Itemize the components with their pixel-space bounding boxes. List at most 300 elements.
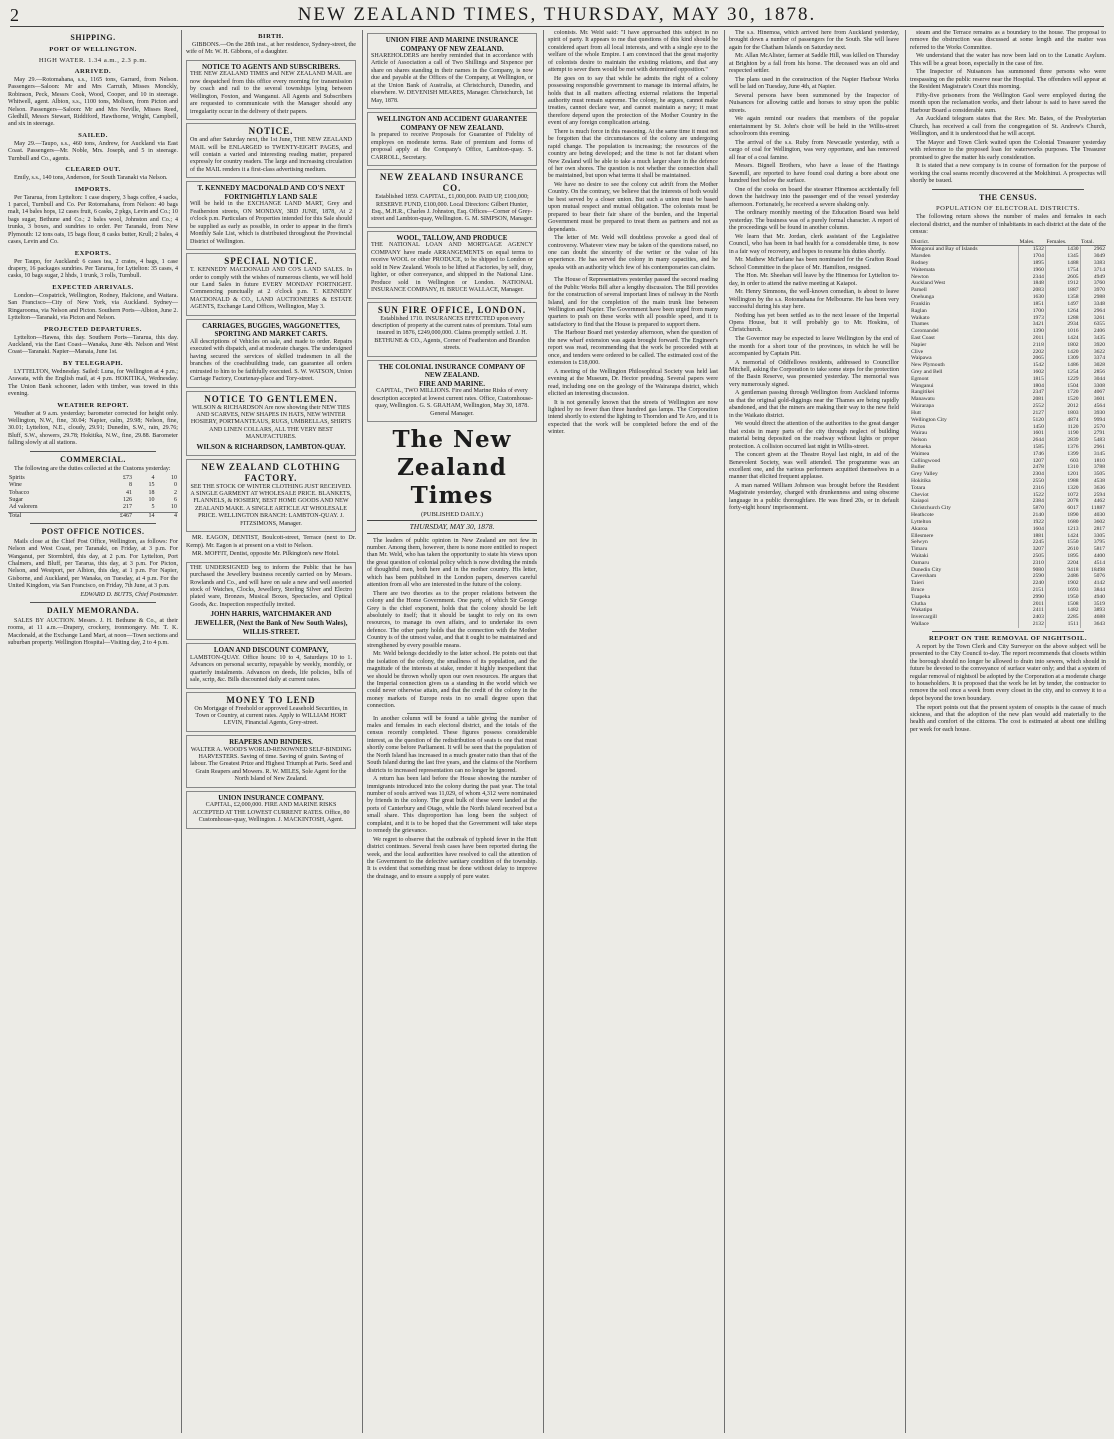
census-row	[910, 321, 1106, 328]
commercial-text: The following are the duties collected at the Customs yesterday:	[14, 466, 171, 473]
census-row	[910, 376, 1106, 383]
census-value: 1424	[1045, 335, 1080, 342]
census-value: 3519	[1080, 601, 1106, 608]
census-district: Waitemata	[911, 266, 935, 273]
census-row	[910, 410, 1106, 417]
census-value: 3602	[1080, 519, 1106, 526]
sailed-text: May 29.—Taupo, s.s., 460 tons, Andrew, for Auckland via East Coast. Passengers—Mr. Noble, Mrs. Joseph, and 5 in steerage. Turnbull and Co., agents.	[8, 140, 178, 162]
news-paragraph: Mr. Allan McAlister, farmer at Saddle Hill, was killed on Thursday at Brighton by a fall from his horse. The deceased was an old and respected settler.	[729, 53, 899, 75]
census-district: Manawatu	[911, 396, 935, 403]
money-heading: MONEY TO LEND	[226, 694, 316, 705]
column-2	[186, 30, 356, 1433]
weather-text: Weather at 9 a.m. yesterday; barometer corrected for height only. Wellington, N.W., fine, 30.04; Napier, calm, 29.98; Nelson, fine, 30.01; Lyttelton, N.E., cloudy, 29.91; Dunedin, S.W., rain, 29.76; Bluff, S.W., showers, 29.78; Hokitika, N.W., fine, 29.88. Barometer falling slowly at all stations.	[8, 410, 178, 447]
census-value: 2505	[1019, 553, 1046, 560]
census-district: Thames	[911, 321, 929, 328]
census-row	[910, 430, 1106, 437]
special-notice-ad	[186, 253, 356, 316]
leader-paragraph: A return has been laid before the House showing the number of immigrants introduced into the colony during the past year. The total number of souls arrived was 11,029, of whom 4,312 were nominated by friends in the colony. The great bulk of these were landed at the ports of Canterbury and Otago, while the North Island received but a small share. This disproportion has long been the subject of complaint, and it is to be hoped that the Government will take steps to remedy the grievance.	[367, 776, 537, 835]
cleared-text: Emily, s.s., 140 tons, Anderson, for South Taranaki via Nelson.	[14, 175, 168, 182]
agents-heading: NOTICE TO AGENTS AND SUBSCRIBERS.	[201, 62, 341, 71]
duties-row: Ad valorem 217 5 10	[9, 504, 177, 511]
census-row	[910, 403, 1106, 410]
mail-notice	[186, 123, 356, 178]
census-row	[910, 294, 1106, 301]
census-district: Rangitikei	[911, 389, 935, 396]
column-6	[910, 30, 1106, 1433]
census-value: 3505	[1080, 471, 1106, 478]
census-value: 4949	[1080, 274, 1106, 281]
loan-heading: LOAN AND DISCOUNT COMPANY,	[213, 646, 329, 655]
news-paragraph: Nothing has yet been settled as to the next lessee of the Imperial Opera House, but it will probably go to Mr. Hoskins, of Christchurch.	[729, 312, 899, 334]
census-value: 2316	[1019, 485, 1046, 492]
published-daily: (PUBLISHED DAILY.)	[420, 510, 484, 518]
census-value: 3601	[1080, 396, 1106, 403]
birth-text: GIBBONS.—On the 28th inst., at her residence, Sydney-street, the wife of Mr. W. H. Gibbons, of a daughter.	[186, 42, 356, 56]
census-value: 2310	[1019, 560, 1046, 567]
census-value: 1804	[1019, 383, 1046, 390]
news-paragraph: It is stated that a new company is in course of formation for the purpose of working the coal seams recently discovered at the Mokihinui. A prospectus will shortly be issued.	[910, 163, 1106, 185]
census-col-header: Total.	[1080, 239, 1106, 246]
census-value: 11887	[1080, 505, 1106, 512]
census-value: 1815	[1019, 376, 1046, 383]
guarantee-ad	[367, 112, 537, 166]
leader-paragraph: The Harbour Board met yesterday afternoon, when the question of the new wharf extension was again brought forward. The Engineer's report was read, recommending that the work be proceeded with at once, and tenders were ordered to be called. The estimated cost of the extension is £18,000.	[548, 330, 718, 367]
union-heading: UNION INSURANCE COMPANY.	[218, 793, 324, 802]
census-value: 5120	[1019, 417, 1046, 424]
census-value: 1585	[1019, 444, 1046, 451]
gentlemen-text: WILSON & RICHARDSON Are now showing their NEW TIES AND SCARVES, NEW SHAPES IN HATS, NEW WINTER HOSIERY, PORTMANTEAUS, RUGS, UMBRELLAS, SHIRTS AND LINEN COLLARS, ALL THE VERY BEST MANUFACTURES.	[190, 404, 352, 441]
news-paragraph: Mr. Mathew McFarlane has been nominated for the Grafton Road School Committee in the place of Mr. Hamilton, resigned.	[729, 257, 899, 271]
census-value: 3970	[1080, 287, 1106, 294]
census-row	[910, 274, 1106, 281]
census-value: 3145	[1080, 451, 1106, 458]
census-value: 1973	[1019, 315, 1046, 322]
census-row	[910, 267, 1106, 274]
census-value: 1887	[1045, 287, 1080, 294]
leader-paragraph: The House of Representatives yesterday passed the second reading of the Public Works Bill after a lengthy discussion. The Bill provides for the construction of several important lines of railway in the North Island, and for the completion of the main trunk line between Wellington and Napier. The Government have been urged from many quarters to push on these works with all possible speed, and it is satisfactory to find that the House is prepared to support them.	[548, 277, 718, 328]
news-paragraph: The arrival of the s.s. Ruby from Newcastle yesterday, with a cargo of coal for Wellington, was very opportune, and has removed all fear of a coal famine.	[729, 139, 899, 161]
news-paragraph: A man named William Johnson was brought before the Resident Magistrate yesterday, charged with drunkenness and using obscene language in a public thoroughfare. He was fined 20s, or in default forty-eight hours' imprisonment.	[729, 483, 899, 512]
leader-paragraph: There are two theories as to the proper relations between the colony and the Home Government. One party, of which Sir George Grey is the chief exponent, holds that the colony should be left absolutely to itself; that it should be taught to rely on its own resources, to manage its own affairs, and to undertake its own defence. The other party holds that the connection with the Mother Country is of the utmost value, and that it ought to be maintained and strengthened by every possible means.	[367, 590, 537, 649]
money-ad	[186, 692, 356, 732]
census-value: 2347	[1019, 389, 1046, 396]
gentlemen-signature: WILSON & RICHARDSON, LAMBTON-QUAY.	[196, 442, 346, 451]
guarantee-text: Is prepared to receive Proposals for Guarantee of Fidelity of employes on moderate terms. Rate of premium and forms of proposal apply at the Company's Office, Lambton-quay. S. CARROLL, Secretary.	[371, 132, 533, 161]
census-value: 3374	[1080, 355, 1106, 362]
news-paragraph: Mr. Henry Simmons, the well-known comedian, is about to leave Wellington by the s.s. Rotomahana for Melbourne. He has been very successful during his stay here.	[729, 289, 899, 311]
census-district: Invercargill	[911, 614, 937, 621]
census-value: 2384	[1019, 498, 1046, 505]
census-value: 1358	[1045, 294, 1080, 301]
census-district: Buller	[911, 464, 925, 471]
census-row	[910, 389, 1106, 396]
census-value: 3421	[1019, 321, 1046, 328]
census-value: 1604	[1019, 526, 1046, 533]
census-row	[910, 301, 1106, 308]
loan-ad	[186, 643, 356, 688]
arrived-heading: ARRIVED.	[74, 67, 112, 75]
news-paragraph: The ordinary monthly meeting of the Education Board was held yesterday. The business was of a purely formal character. A report of the proceedings will be found in another column.	[729, 210, 899, 232]
census-district: Tuapeka	[911, 593, 931, 600]
census-value: 2127	[1019, 410, 1046, 417]
census-value: 1486	[1045, 362, 1080, 369]
news-paragraph: A memorial of Oddfellows residents, addressed to Councillor Mitchell, asking the Corporation to take some steps for the protection of the Basin Reserve, was presented yesterday. The memorial was very numerously signed.	[729, 359, 899, 388]
census-value: 1424	[1045, 533, 1080, 540]
census-value: 1320	[1045, 485, 1080, 492]
imports-text: Per Tararua, from Lyttelton: 1 case drapery, 3 bags coffee, 4 sacks, 1 parcel, Turnbull and Co. Per Rotomahana, from Nelson: 40 bags malt, 14 bales hops, 12 cases fruit, 6 casks, 2 pkgs, Levin and Co.; 10 bags sugar, Bethune and Co.; 2 bales wool, Johnston and Co.; 4 trunks, 3 boxes, and sundries to order. Per Taranaki, from New Plymouth: 12 tons oats, 15 bags flour, 8 casks butter, Krull; 2 bales, 4 cases, Levin and Co.	[8, 194, 178, 246]
imports-heading: IMPORTS.	[74, 185, 112, 193]
news-paragraph: Several persons have been summoned by the Inspector of Nuisances for allowing cattle and horses to stray upon the public streets.	[729, 92, 899, 114]
census-district: Mongonui and Bay of Islands	[911, 246, 978, 253]
census-value: 1550	[1045, 539, 1080, 546]
harris-text: THE UNDERSIGNED beg to inform the Public that he has purchased the Jewellery business recently carried on by Messrs. Rowlands and Co., and will have on sale a new and well assorted stock of Watches, Clocks, Jewellery, Sterling Silver and Electro plated ware, Bronzes, Musical Boxes, Spectacles, and Optical Goods, &c. Inspection respectfully invited.	[190, 564, 352, 608]
colonial-subheading: FIRE AND MARINE.	[419, 379, 485, 388]
masthead-title: NEW ZEALAND TIMES, THURSDAY, MAY 30, 1878.	[297, 4, 817, 25]
census-value: 3207	[1019, 546, 1046, 553]
census-value: 2817	[1080, 526, 1106, 533]
census-value: 3920	[1080, 342, 1106, 349]
census-value: 2344	[1019, 274, 1046, 281]
census-district: Rodney	[911, 260, 929, 267]
census-value: 2204	[1045, 560, 1080, 567]
census-value: 1420	[1045, 349, 1080, 356]
census-value: 2202	[1019, 349, 1046, 356]
land-sale-text: Will be held in the EXCHANGE LAND MART, Grey and Featherston streets, ON MONDAY, 3RD JUNE, 1878, At 2 o'clock p.m. Particulars of Properties intended for this Sale should be supplied as early as possible, in order to appear in the firm's Monthly Sale List, which is distributed throughout the Provincial District of Wellington.	[190, 201, 352, 245]
column-4	[548, 30, 718, 1433]
census-row	[910, 444, 1106, 451]
census-row	[910, 464, 1106, 471]
weather-heading: WEATHER REPORT.	[57, 401, 129, 409]
census-value: 4874	[1045, 417, 1080, 424]
leader-paragraph: We regret to observe that the outbreak of typhoid fever in the Hutt district continues. Several fresh cases have been reported during the week, and the local authorities have resolved to call the attention of the Government to the defective sanitary condition of the township. It is evident that something must be done without delay to improve the drainage, and to ensure a supply of pure water.	[367, 836, 537, 880]
census-district: Waitaki	[911, 552, 929, 559]
expected-heading: EXPECTED ARRIVALS.	[52, 283, 134, 291]
census-value: 3305	[1080, 533, 1106, 540]
census-value: 3622	[1080, 349, 1106, 356]
census-value: 3636	[1080, 485, 1106, 492]
column-1	[8, 30, 178, 1433]
dateline: THURSDAY, MAY 30, 1878.	[367, 520, 537, 533]
postoffice-heading: POST OFFICE NOTICES.	[41, 526, 145, 536]
money-text: On Mortgage of Freehold or approved Leasehold Securities, in Town or Country, at current rates. Apply to WILLIAM HORT LEVIN, Financial Agents, Grey-street.	[194, 705, 348, 727]
census-value: 2961	[1080, 444, 1106, 451]
postmaster-signature: EDWARD D. BUTTS, Chief Postmaster.	[80, 591, 178, 598]
census-row	[910, 485, 1106, 492]
duties-table	[8, 475, 178, 520]
census-value: 1229	[1045, 376, 1080, 383]
census-value: 2934	[1045, 321, 1080, 328]
census-row	[910, 587, 1106, 594]
census-value: 1190	[1045, 430, 1080, 437]
census-value: 1345	[1045, 253, 1080, 260]
census-value: 1207	[1019, 458, 1046, 465]
census-district: Hutt	[911, 409, 921, 416]
shipping-heading: SHIPPING.	[70, 33, 116, 42]
census-value: 1450	[1019, 424, 1046, 431]
news-paragraph: An Auckland telegram states that the Rev. Mr. Bates, of the Presbyterian Church, has received a call from the congregation of St. Andrew's Church, Wellington, and it is understood that he will accept.	[910, 116, 1106, 138]
census-district: Marsden	[911, 253, 931, 260]
census-value: 2083	[1019, 287, 1046, 294]
census-district: Wakatipu	[911, 607, 933, 614]
census-district: Waikato	[911, 314, 930, 321]
leader-paragraph: There is much force in this reasoning. At the same time it must not be forgotten that the circumstances of the colony are undergoing rapid change. The population is increasing; the resources of the country are being developed; and the time is not far distant when New Zealand will be able to take a much larger share in the defence of her own shores. The question is not whether the connection shall be maintained, but upon what terms it shall be maintained.	[548, 128, 718, 180]
memoranda-text: SALES BY AUCTION. Messrs. J. H. Bethune & Co., at their rooms, at 11 a.m.—Drapery, crockery, ironmongery. Mr. T. K. Macdonald, at the Exchange Land Mart, at noon—Town sections and suburban property. Wellington Hospital—Visiting day, 2 to 4 p.m.	[8, 618, 178, 647]
census-row	[910, 437, 1106, 444]
report-text: A report by the Town Clerk and City Surveyor on the above subject will be presented to the City Council to-day. The report recommends that closets within the borough should no longer be allowed to drain into sewers, which should in future be devoted to the conveyance of surface water only; and that a system of regular removal of nightsoil be adopted by the Corporation at a moderate charge to householders. It is proposed that the work be let by tender, the contractor to remove the soil once a week from every closet in the city, and to convey it to a depot beyond the town boundary.	[910, 643, 1106, 702]
reaper-ad	[186, 735, 356, 788]
census-row	[910, 614, 1106, 621]
census-value: 1601	[1019, 430, 1046, 437]
census-value: 4514	[1080, 560, 1106, 567]
census-district: Egmont	[911, 375, 929, 382]
census-value: 9418	[1045, 567, 1080, 574]
census-row	[910, 369, 1106, 376]
census-table	[910, 239, 1106, 628]
column-5	[729, 30, 899, 1433]
census-value: 2644	[1019, 437, 1046, 444]
census-value: 5817	[1080, 546, 1106, 553]
census-value: 1072	[1045, 492, 1080, 499]
census-value: 2081	[1019, 396, 1046, 403]
wool-heading: WOOL, TALLOW, AND PRODUCE	[396, 233, 508, 242]
census-value: 1680	[1045, 519, 1080, 526]
census-row	[910, 260, 1106, 267]
census-value: 6355	[1080, 321, 1106, 328]
special-text: T. KENNEDY MACDONALD AND CO'S LAND SALES. In order to comply with the wishes of numerous clients, we will hold our Land Sales in future EVERY MONDAY FORTNIGHT. Commencing punctually at 2 o'clock p.m. T. KENNEDY MACDONALD & CO., LAND AUCTIONEERS & ESTATE AGENTS, Exchange Land Offices, Wellington, May 3.	[190, 267, 352, 311]
census-value: 1482	[1045, 607, 1080, 614]
census-value: 2304	[1019, 471, 1046, 478]
colonial-heading: THE COLONIAL INSURANCE COMPANY OF NEW ZEALAND.	[378, 362, 526, 380]
census-value: 3261	[1080, 315, 1106, 322]
census-value: 2856	[1080, 369, 1106, 376]
census-value: 1264	[1045, 308, 1080, 315]
census-district: Oamaru	[911, 559, 930, 566]
census-col-header: Males.	[1019, 239, 1046, 246]
news-paragraph: We learn that Mr. Jordan, clerk assistant of the Legislative Council, who has been in bad health for a considerable time, is now in a fair way of recovery, and hopes to resume his duties shortly.	[729, 233, 899, 255]
census-row	[910, 505, 1106, 512]
census-value: 3049	[1080, 253, 1106, 260]
census-value: 1720	[1045, 389, 1080, 396]
census-row	[910, 526, 1106, 533]
census-value: 2486	[1045, 573, 1080, 580]
census-district: Nelson	[911, 437, 927, 444]
census-district: Waipawa	[911, 355, 932, 362]
census-value: 3435	[1080, 335, 1106, 342]
census-value: 1746	[1019, 451, 1046, 458]
exports-text: Per Taupo, for Auckland: 6 cases tea, 2 crates, 4 bags, 1 case drapery, 16 packages sundries. Per Tararua, for Lyttelton: 35 cases, 4 casks, 10 bags sugar, 2 hhds, 1 trunk, 3 rolls, Turnbull.	[8, 258, 178, 280]
census-district: Ellesmere	[911, 532, 934, 539]
expected-text: London—Cospatrick, Wellington, Rodney, Halcione, and Waitara. San Francisco—City of New York, via Auckland. Sydney—Ringarooma, via Nelson and Picton. Southern Ports—Albion, June 2. Lyttelton—Taranaki, via Picton and Nelson.	[8, 292, 178, 322]
census-value: 2839	[1045, 437, 1080, 444]
census-district: Coromandel	[911, 328, 939, 335]
census-district: Wanganui	[911, 382, 934, 389]
news-paragraph: The concert given at the Theatre Royal last night, in aid of the Benevolent Society, was well attended. The programme was an excellent one, and the various performers acquitted themselves in a manner that elicited frequent applause.	[729, 452, 899, 481]
sun-fire-heading: SUN FIRE OFFICE, LONDON.	[377, 304, 527, 315]
arrived-text: May 29.—Rotomahana, s.s., 1165 tons, Garrard, from Nelson. Passengers—Saloon: Mr and Mrs Carruth, Misses Monckly, Robinson, Peck, Messrs Cook, Wood, Cooper, and 10 in steerage. Whitwell, agent. Albion, s.s., 1100 tons, Molison, from Picton and Nelson. Passengers—Saloon: Mr and Mrs Neville, Misses Reed, Gledhill, Messrs Stewart, Riddiford, Hawthorne, Wright, Campbell, and six in steerage.	[8, 76, 178, 128]
census-district: Timaru	[911, 546, 928, 553]
census-value: 6017	[1045, 505, 1080, 512]
census-row	[910, 342, 1106, 349]
reaper-text: WALTER A. WOOD'S WORLD-RENOWNED SELF-BINDING HARVESTERS. Saving of time. Saving of grain. Saving of labour. The Greatest Prize and Highest Triumph at Paris. Seed and Grain Reapers and Mowers. R. W. MILES, Sole Agent for the North Island of New Zealand.	[190, 746, 352, 783]
census-value: 2011	[1019, 601, 1046, 608]
news-paragraph: The Governor may be expected to leave Wellington by the end of the month for a short tour of the provinces, in which he will be accompanied by Captain Pitt.	[729, 336, 899, 357]
census-value: 1881	[1019, 533, 1046, 540]
carriage-ad	[186, 319, 356, 388]
census-value: 1602	[1019, 369, 1046, 376]
notice-heading: NOTICE.	[248, 126, 294, 137]
census-row	[910, 607, 1106, 614]
census-value: 4688	[1080, 614, 1106, 621]
port-heading: PORT OF WELLINGTON.	[49, 45, 137, 53]
census-value: 2605	[1045, 274, 1080, 281]
census-value: 1704	[1019, 253, 1046, 260]
census-value: 1376	[1045, 444, 1080, 451]
birth-heading: BIRTH.	[258, 33, 284, 40]
census-value: 3788	[1080, 464, 1106, 471]
news-paragraph: One of the cooks on board the steamer Hinemoa accidentally fell down the hatchway into the passenger end of the vessel yesterday afternoon. Fortunately, he received a severe shaking only.	[729, 186, 899, 208]
high-water: HIGH WATER. 1.34 a.m., 2.3 p.m.	[38, 56, 148, 64]
census-district: Selwyn	[911, 539, 928, 546]
census-district: Wairarapa	[911, 403, 934, 410]
census-value: 3844	[1080, 587, 1106, 594]
census-value: 2570	[1080, 424, 1106, 431]
census-row	[910, 253, 1106, 260]
telegraph-text: LYTTELTON, Wednesday. Sailed: Luna, for Wellington at 4 p.m.; Arawata, with the English mail, at 4 p.m. HOKITIKA, Wednesday. The Union Bank schooner, laden with timber, was towed in this evening.	[8, 368, 178, 398]
census-row	[910, 458, 1106, 465]
census-value: 1488	[1045, 260, 1080, 267]
census-row	[910, 519, 1106, 526]
census-district: Christchurch City	[911, 505, 951, 512]
census-value: 1201	[1045, 471, 1080, 478]
census-district: East Coast	[911, 334, 935, 341]
census-value: 1532	[1019, 246, 1046, 253]
census-row	[910, 580, 1106, 587]
census-district: Waimea	[911, 450, 930, 457]
column-3	[367, 30, 537, 1433]
loan-text: LAMBTON-QUAY. Office hours: 10 to 4, Saturdays 10 to 1. Advances on personal security, repayable by weekly, monthly, or quarterly instalments. Advances on deeds, life policies, bills of sale, scrip, &c. Bills discounted daily at current rates.	[190, 654, 352, 684]
census-value: 1288	[1045, 315, 1080, 322]
census-district: Grey Valley	[911, 471, 938, 478]
census-row	[910, 553, 1106, 560]
census-value: 1213	[1045, 526, 1080, 533]
harris-ad	[186, 562, 356, 641]
census-value: 1912	[1045, 280, 1080, 287]
census-value: 1802	[1045, 342, 1080, 349]
duties-row: Spirits £73 4 10	[9, 475, 177, 482]
census-row	[910, 492, 1106, 499]
duties-total-row: Total £467 14 4	[9, 512, 177, 519]
leader-paragraph: The letter of Mr. Weld will doubtless provoke a good deal of controversy. Whatever view may be taken of the questions raised, no one can doubt the sincerity of the writer or the value of his experience. He has served the colony in many capacities, and he speaks with an authority which few of his contemporaries can claim.	[548, 235, 718, 271]
telegraph-heading: BY TELEGRAPH.	[63, 359, 123, 367]
news-paragraph: We understand that the water has now been laid on to the Lunatic Asylum. This will be a great boon, especially in the case of fire.	[910, 53, 1106, 67]
census-district: Grey and Bell	[911, 369, 943, 376]
census-district: Collingwood	[911, 457, 941, 464]
colonial-text: CAPITAL, TWO MILLIONS. Fire and Marine Risks of every description accepted at lowest current rates. Office, Customhouse-quay, Wellington. G. S. GRAHAM, Wellington, May 30, 1878. General Manager.	[371, 388, 533, 417]
census-value: 2118	[1019, 342, 1046, 349]
masthead	[10, 4, 1104, 27]
report-heading: REPORT ON THE REMOVAL OF NIGHTSOIL.	[928, 634, 1088, 642]
census-value: 1988	[1045, 478, 1080, 485]
census-value: 3044	[1080, 376, 1106, 383]
news-paragraph: A gentleman passing through Wellington from Auckland informs us that the original gold-diggings near the Thames are being rapidly abandoned, and that the miners are making their way to the new field in the Waikato district.	[729, 390, 899, 419]
census-value: 2245	[1019, 539, 1046, 546]
census-district: Napier	[911, 341, 927, 348]
census-value: 3308	[1080, 383, 1106, 390]
census-value: 5483	[1080, 437, 1106, 444]
wool-ad	[367, 231, 537, 299]
news-paragraph: Messrs. Bignell Brothers, who have a lease of the Hastings Sawmill, are reported to have found coal during a bore about one hundred feet below the surface.	[729, 163, 899, 185]
census-row	[910, 417, 1106, 424]
census-value: 18498	[1080, 567, 1106, 574]
census-value: 1922	[1019, 519, 1046, 526]
census-value: 2590	[1019, 573, 1046, 580]
census-value: 3893	[1080, 607, 1106, 614]
census-row	[910, 246, 1106, 253]
census-row	[910, 546, 1106, 553]
moffitt-ad: MR. MOFFIT, Dentist, opposite Mr. Pilkington's new Hotel.	[192, 551, 340, 558]
census-district: New Plymouth	[911, 362, 945, 369]
census-value: 2151	[1019, 587, 1046, 594]
census-value: 1851	[1019, 301, 1046, 308]
census-district: Franklin	[911, 300, 930, 307]
clothing-heading: NEW ZEALAND CLOTHING FACTORY.	[201, 461, 341, 483]
leader-paragraph: We have no desire to see the colony cut adrift from the Mother Country. On the contrary, we believe that the interests of both would be best served by a closer union. But such a union must be based upon mutual respect and mutual obligation. The colonists must be prepared to bear their fair share of the burden, and the Imperial Government must be prepared to treat them as partners and not as dependants.	[548, 182, 718, 233]
census-district: Auckland West	[911, 280, 946, 287]
census-value: 1630	[1019, 294, 1046, 301]
news-paragraph: The Inspector of Nuisances has summoned three persons who were trespassing on the public reserve near the Hospital. The offenders will appear at the Resident Magistrate's Court this morning.	[910, 69, 1106, 91]
census-heading: THE CENSUS.	[979, 192, 1037, 202]
census-value: 2964	[1080, 308, 1106, 315]
census-value: 1016	[1045, 328, 1080, 335]
census-value: 1890	[1045, 512, 1080, 519]
census-value: 2132	[1019, 621, 1046, 628]
census-value: 603	[1045, 458, 1080, 465]
census-row	[910, 308, 1106, 315]
union-fire-ad	[367, 33, 537, 109]
census-value: 1511	[1045, 621, 1080, 628]
census-district: Onehunga	[911, 294, 934, 301]
census-row	[910, 287, 1106, 294]
departures-heading: PROJECTED DEPARTURES.	[44, 325, 142, 333]
census-value: 2962	[1080, 246, 1106, 253]
guarantee-heading: WELLINGTON AND ACCIDENT GUARANTEE COMPANY OF NEW ZEALAND.	[376, 115, 528, 132]
census-district: Bruce	[911, 587, 925, 594]
census-row	[910, 315, 1106, 322]
leader-paragraph: The leaders of public opinion in New Zealand are not few in number. Among them, however, there is none more entitled to respect than Mr. Weld, who has taken the opportunity to state his views upon the great question of colonial policy which is now dividing the minds of thoughtful men, both here and in the mother country. His letter, which has been published in the London papers, deserves careful attention from all who are interested in the future of the colony.	[367, 537, 537, 589]
census-value: 1810	[1080, 458, 1106, 465]
census-value: 1254	[1045, 369, 1080, 376]
census-value: 5870	[1019, 505, 1046, 512]
census-district: Dunedin City	[911, 566, 942, 573]
census-value: 2403	[1019, 614, 1046, 621]
leader-paragraph: Mr. Weld belongs decidedly to the latter school. He points out that the isolation of the colony, the smallness of its population, and the magnitude of the interests at stake, render it highly inexpedient that we should be thrown wholly upon our own resources. He argues that the Imperial connection gives us a standing in the world which we could never otherwise attain, and that the credit of the colony in the money markets of Europe rests in no small degree upon that connection.	[367, 651, 537, 710]
census-value: 1902	[1045, 580, 1080, 587]
news-paragraph: We would direct the attention of the authorities to the great danger that exists in many parts of the city through neglect of building material being deposited on the roadway without lights or proper protection. A collision occurred last night in Willis-street.	[729, 421, 899, 450]
census-value: 4538	[1080, 478, 1106, 485]
news-paragraph: The s.s. Hinemoa, which arrived here from Auckland yesterday, brought down a number of passengers for the South. She will leave again for the Chatham Islands on Saturday next.	[729, 30, 899, 51]
census-value: 1960	[1019, 267, 1046, 274]
census-value: 3643	[1080, 621, 1106, 628]
leader-paragraph: In another column will be found a table giving the number of males and females in each electoral district, and the totals of the census recently completed. These figures possess considerable interest, as the question of the redistribution of seats is one that must shortly come before Parliament. It will be seen that the population of the North Island has increased in a much greater ratio than that of the South Island during the last five years, and the claims of the Northern districts to increased representation can no longer be ignored.	[367, 715, 537, 774]
land-sale-ad	[186, 181, 356, 250]
news-paragraph: The plans used in the construction of the Napier Harbour Works will be laid on Tuesday, June 4th, at Napier.	[729, 76, 899, 91]
agents-text: THE NEW ZEALAND TIMES and NEW ZEALAND MAIL are now despatched from this office every morning for transmission by coach and rail to the several townships lying between Wellington, Foxton, and Wanganui. All Agents and Subscribers are requested to communicate with the Manager should any irregularity occur in the delivery of their papers.	[190, 71, 352, 115]
special-heading: SPECIAL NOTICE.	[224, 256, 318, 267]
census-value: 1693	[1045, 587, 1080, 594]
census-district: Cheviot	[911, 491, 929, 498]
census-value: 2610	[1045, 546, 1080, 553]
census-value: 4462	[1080, 498, 1106, 505]
